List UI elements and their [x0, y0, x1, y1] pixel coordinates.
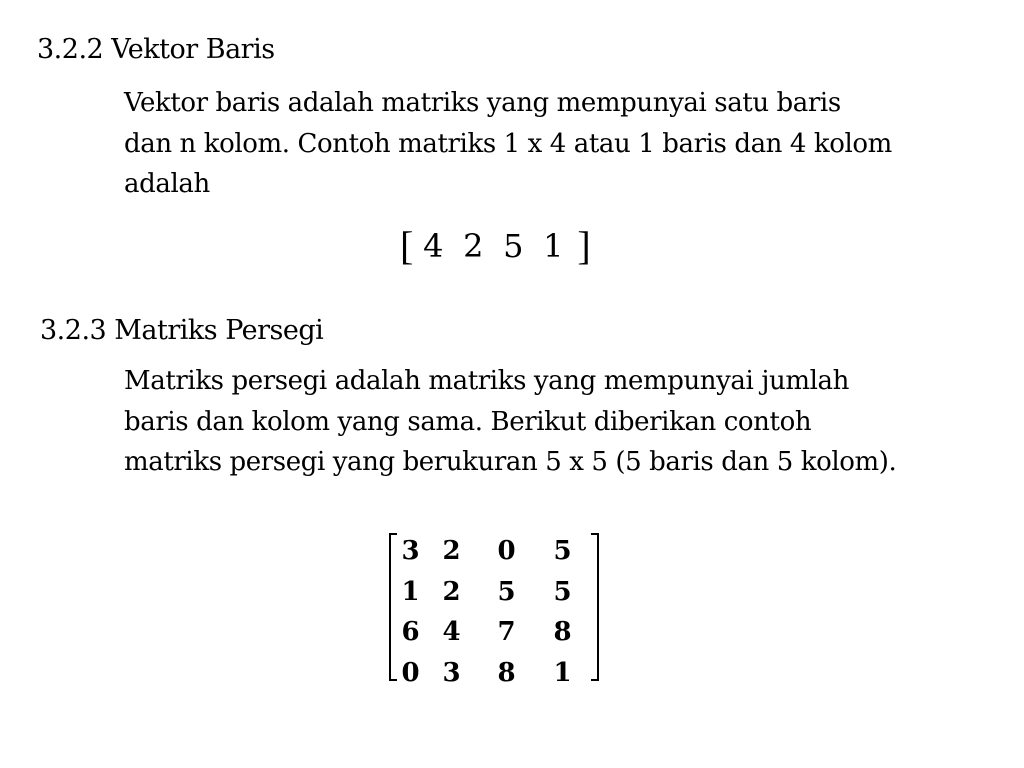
- matrix-right-bracket: [591, 533, 599, 681]
- matriks-persegi-paragraph: [124, 361, 1004, 483]
- vector-value: 4: [423, 227, 444, 265]
- paragraph-line: adalah: [124, 169, 210, 199]
- matrix-cell: 3: [401, 536, 420, 566]
- paragraph-line: matriks persegi yang berukuran 5 x 5 (5 baris dan 5 kolom).: [124, 447, 897, 477]
- matrix-cell: 3: [442, 657, 461, 688]
- matrix-cell: 7: [497, 617, 516, 647]
- matrix-cell: 4: [442, 617, 461, 647]
- matrix-cell: 6: [401, 617, 420, 647]
- square-matrix: [389, 533, 599, 688]
- paragraph-line: baris dan kolom yang sama. Berikut diberikan contoh: [124, 406, 812, 437]
- matrix-cell: 0: [401, 657, 420, 688]
- matrix-cell: 2: [442, 576, 461, 607]
- vector-value: 5: [503, 227, 524, 265]
- matrix-cell: 1: [553, 657, 572, 688]
- matrix-cell: 0: [497, 536, 516, 566]
- vector-value: 2: [463, 227, 484, 265]
- section-heading-matriks-persegi: 3.2.3 Matriks Persegi: [40, 315, 324, 346]
- paragraph-line: Vektor baris adalah matriks yang mempunyai satu baris: [124, 88, 841, 118]
- matrix-left-bracket: [389, 533, 397, 681]
- vector-value: 1: [543, 227, 564, 265]
- section-heading-vektor-baris: 3.2.2 Vektor Baris: [37, 34, 275, 65]
- paragraph-line: dan n kolom. Contoh matriks 1 x 4 atau 1 baris dan 4 kolom: [124, 128, 892, 159]
- row-vector: [400, 222, 591, 270]
- paragraph-line: Matriks persegi adalah matriks yang mempunyai jumlah: [124, 366, 849, 396]
- vektor-baris-paragraph: [124, 83, 1004, 205]
- matrix-cell: 5: [553, 536, 572, 566]
- matrix-cell: 2: [442, 536, 461, 566]
- matrix-cell: 8: [497, 657, 516, 688]
- vector-open-bracket: [: [400, 223, 414, 268]
- matrix-grid: [397, 533, 591, 695]
- vector-close-bracket: ]: [577, 223, 591, 268]
- matrix-cell: 5: [497, 576, 516, 607]
- matrix-cell: 1: [401, 576, 420, 607]
- matrix-cell: 5: [553, 576, 572, 607]
- matrix-cell: 8: [553, 617, 572, 647]
